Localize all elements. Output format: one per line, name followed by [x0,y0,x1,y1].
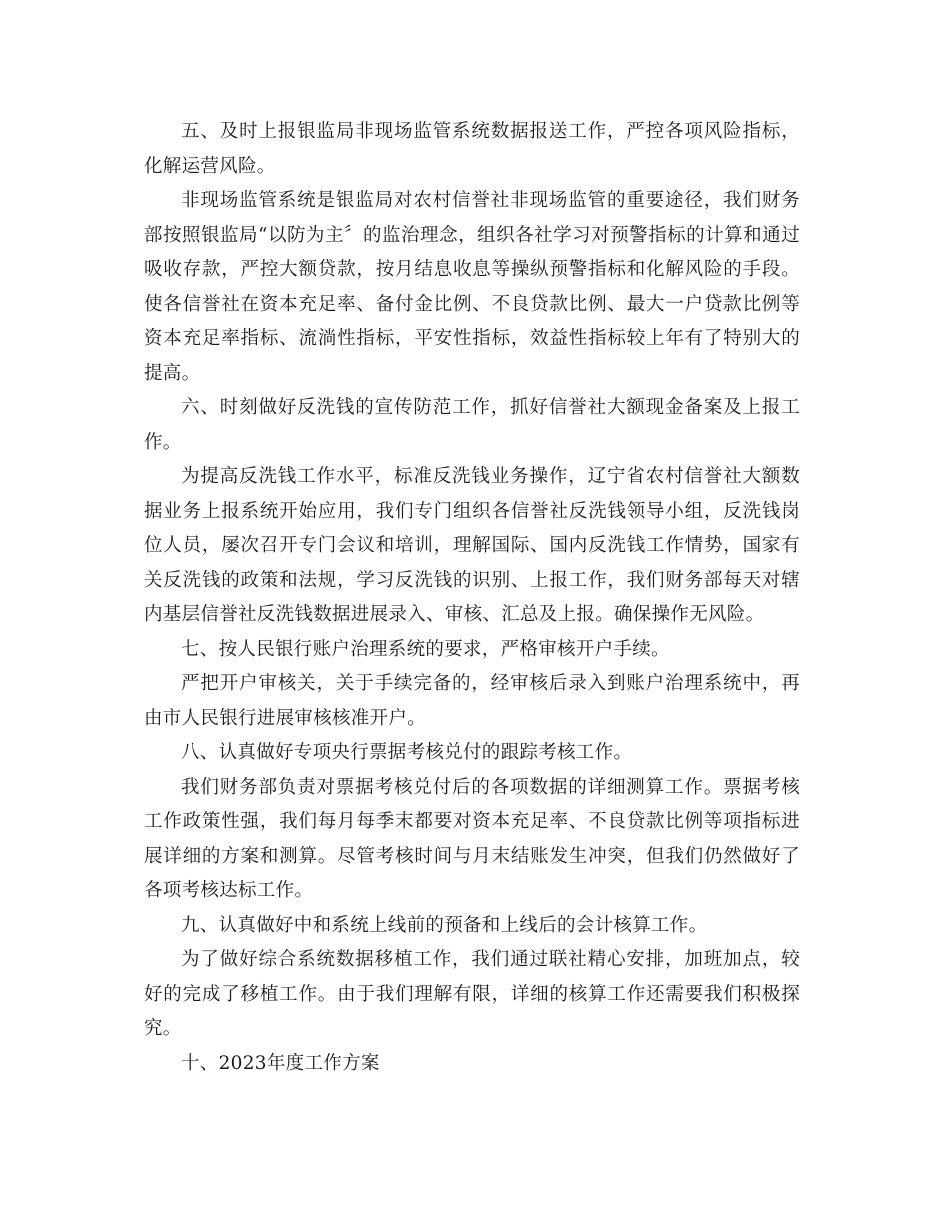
paragraph-system-migration: 为了做好综合系统数据移植工作，我们通过联社精心安排，加班加点，较好的完成了移植工作。由于我们理解有限，详细的核算工作还需要我们积极探究。 [144,949,800,1039]
section-heading-8: 八、认真做好专项央行票据考核兑付的跟踪考核工作。 [181,742,633,763]
section-heading-6: 六、时刻做好反洗钱的宣传防范工作，抓好信誉社大额现金备案及上报工作。 [144,397,800,453]
paragraph-offsite-supervision: 非现场监管系统是银监局对农村信誉社非现场监管的重要途径，我们财务部按照银监局“以防为主〞的监治理念，组织各社学习对预警指标的计算和通过吸收存款，严控大额贷款，按月结息收息等操纵预警指标和化解风险的手段。使各信誉社在资本充足率、备付金比例、不良贷款比例、最大一户贷款比例等资本充足率指标、流淌性指标，平安性指标，效益性指标较上年有了特别大的提高。 [144,190,800,384]
section-heading-10: 十、2023年度工作方案 [181,1052,380,1074]
paragraph-bill-assessment: 我们财务部负责对票据考核兑付后的各项数据的详细测算工作。票据考核工作政策性强，我们每月每季末都要对资本充足率、不良贷款比例等项指标进展详细的方案和测算。尽管考核时间与月末结账发生冲突，但我们仍然做好了各项考核达标工作。 [144,776,800,901]
document-body [144,115,800,1081]
paragraph-anti-money-laundering: 为提高反洗钱工作水平，标准反洗钱业务操作，辽宁省农村信誉社大额数据业务上报系统开始应用，我们专门组织各信誉社反洗钱领导小组，反洗钱岗位人员，屡次召开专门会议和培训，理解国际、国内反洗钱工作情势，国家有关反洗钱的政策和法规，学习反洗钱的识别、上报工作，我们财务部每天对辖内基层信誉社反洗钱数据进展录入、审核、汇总及上报。确保操作无风险。 [144,466,800,625]
section-heading-5: 五、及时上报银监局非现场监管系统数据报送工作，严控各项风险指标，化解运营风险。 [144,121,800,177]
section-heading-9: 九、认真做好中和系统上线前的预备和上线后的会计核算工作。 [181,914,708,936]
paragraph-account-opening: 严把开户审核关，关于手续完备的，经审核后录入到账户治理系统中，再由市人民银行进展审核核准开户。 [144,673,800,729]
section-heading-7: 七、按人民银行账户治理系统的要求，严格审核开户手续。 [181,638,670,660]
